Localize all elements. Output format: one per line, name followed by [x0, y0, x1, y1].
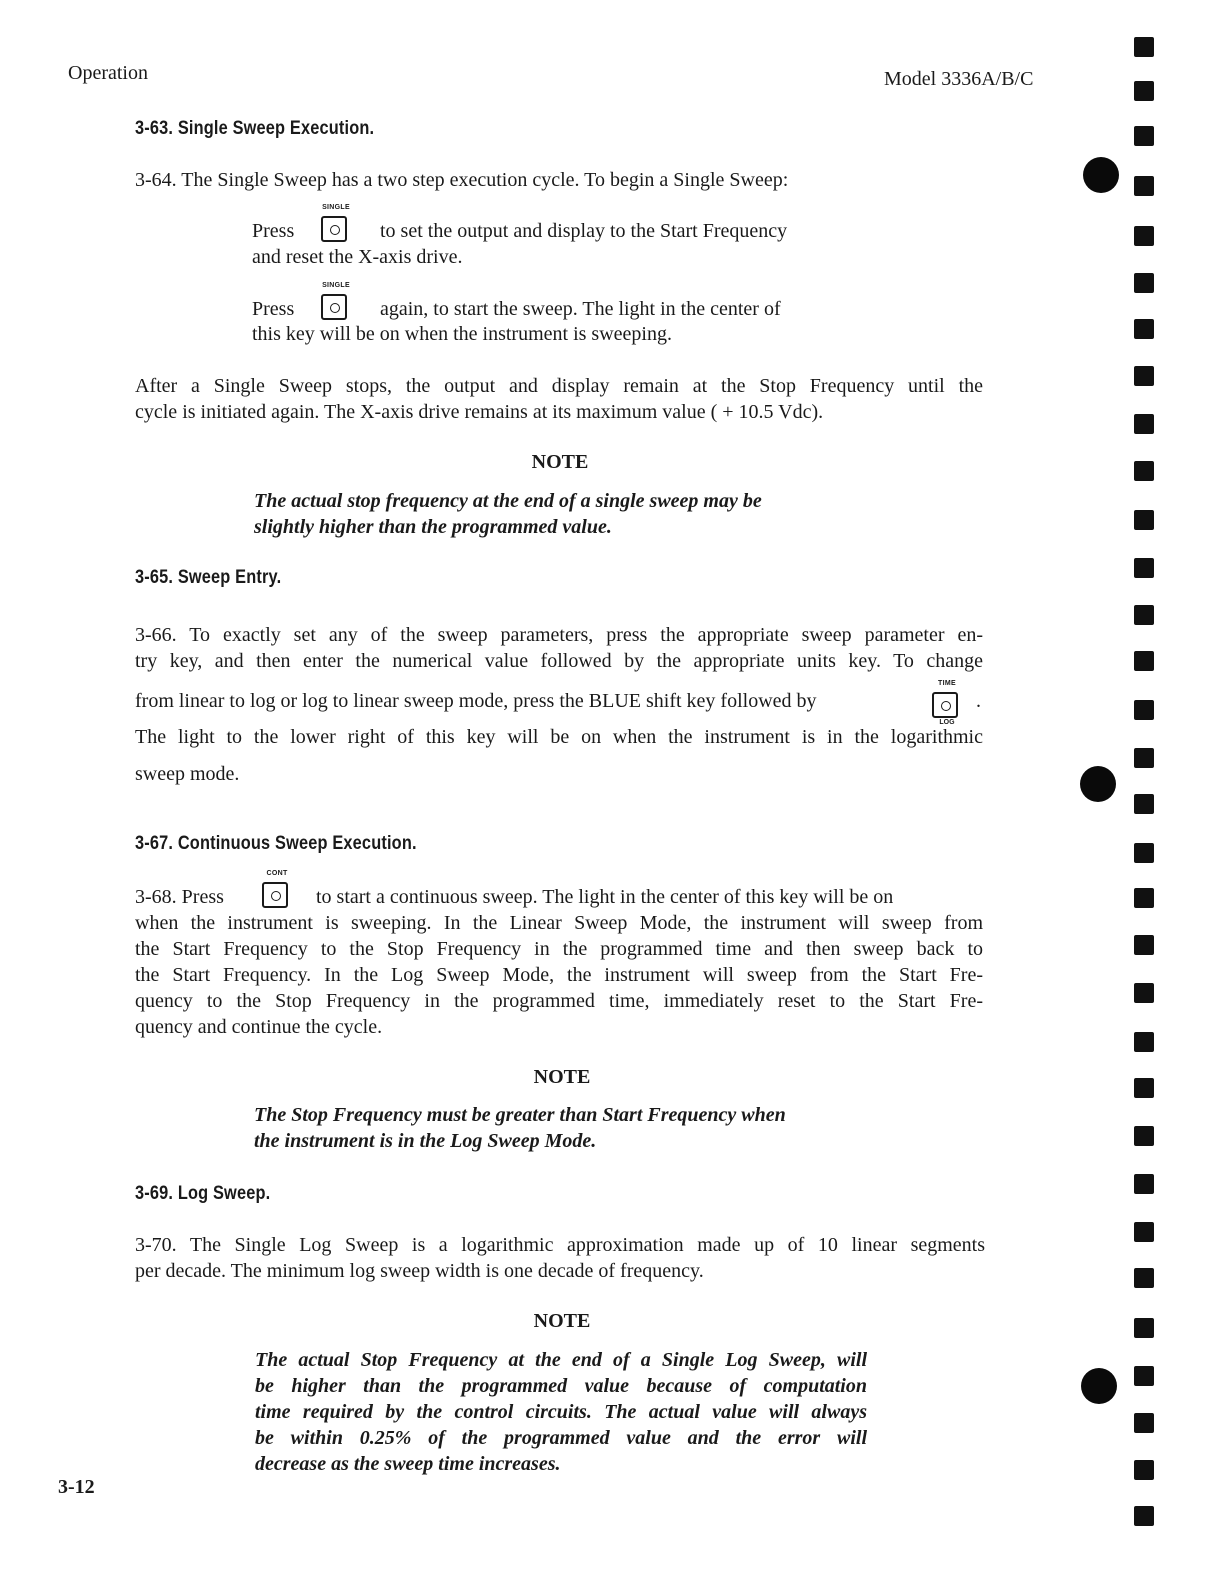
p66-line4: The light to the lower right of this key will be on when the instrument is in the logarithmic	[135, 726, 983, 748]
thumb-tab	[1134, 176, 1154, 196]
cont-key-icon	[262, 870, 288, 908]
key-light-icon	[330, 303, 340, 313]
note2-line2: the instrument is in the Log Sweep Mode.	[254, 1130, 597, 1152]
time-log-key-icon	[932, 680, 958, 726]
section-heading-3-69: 3-69. Log Sweep.	[135, 1183, 271, 1204]
thumb-tab	[1134, 226, 1154, 246]
thumb-tab	[1134, 794, 1154, 814]
section-heading-3-67: 3-67. Continuous Sweep Execution.	[135, 833, 417, 854]
single-key-caption: SINGLE	[322, 204, 350, 211]
thumb-tab	[1134, 1222, 1154, 1242]
thumb-tab	[1134, 81, 1154, 101]
p68-line5: quency to the Stop Frequency in the programmed time, immediately reset to the Start Fre-	[135, 990, 983, 1012]
log-key-caption: LOG	[939, 719, 955, 726]
time-log-key	[932, 680, 958, 726]
thumb-tab	[1134, 1126, 1154, 1146]
p68-line1-a: 3-68. Press	[135, 886, 224, 908]
thumb-tab	[1134, 37, 1154, 57]
key-light-icon	[271, 891, 281, 901]
thumb-tab	[1134, 1032, 1154, 1052]
single-key	[321, 204, 350, 242]
step1-line2: and reset the X-axis drive.	[252, 246, 463, 268]
thumb-tab	[1134, 319, 1154, 339]
step2-line1: again, to start the sweep. The light in the center of	[380, 298, 781, 320]
p68-line4: the Start Frequency. In the Log Sweep Mode, the instrument will sweep from the Start Fre-	[135, 964, 983, 986]
thumb-tab	[1134, 651, 1154, 671]
thumb-tab	[1134, 366, 1154, 386]
thumb-tab	[1134, 273, 1154, 293]
p66-line5: sweep mode.	[135, 763, 240, 785]
p68-line2: when the instrument is sweeping. In the Linear Sweep Mode, the instrument will sweep from	[135, 912, 983, 934]
p66-line1: 3-66. To exactly set any of the sweep parameters, press the appropriate sweep parameter en-	[135, 624, 983, 646]
thumb-tab	[1134, 1174, 1154, 1194]
thumb-tab	[1134, 843, 1154, 863]
single-key-2	[321, 282, 350, 320]
p68-line6: quency and continue the cycle.	[135, 1016, 383, 1038]
note3-line3: time required by the control circuits. The actual value will always	[255, 1401, 867, 1423]
after-line1: After a Single Sweep stops, the output and display remain at the Stop Frequency until the	[135, 375, 983, 397]
step1-press: Press	[252, 220, 295, 242]
note2-line1: The Stop Frequency must be greater than Start Frequency when	[254, 1104, 786, 1126]
p66-line3: from linear to log or log to linear sweep mode, press the BLUE shift key followed by	[135, 690, 817, 712]
note1-line2: slightly higher than the programmed value.	[254, 516, 612, 538]
binding-hole	[1083, 157, 1119, 193]
single-key-caption: SINGLE	[322, 282, 350, 289]
thumb-tab	[1134, 888, 1154, 908]
p70-line1: 3-70. The Single Log Sweep is a logarithmic approximation made up of 10 linear segments	[135, 1234, 985, 1256]
note-heading: NOTE	[531, 451, 589, 473]
time-key-caption: TIME	[938, 680, 956, 687]
single-key-icon	[321, 282, 350, 320]
binding-hole	[1080, 766, 1116, 802]
note3-line4: be within 0.25% of the programmed value and the error will	[255, 1427, 867, 1449]
step1-line1: to set the output and display to the Start Frequency	[380, 220, 788, 242]
note3-line5: decrease as the sweep time increases.	[255, 1453, 561, 1475]
note-heading: NOTE	[533, 1066, 591, 1088]
note3-line1: The actual Stop Frequency at the end of a Single Log Sweep, will	[255, 1349, 867, 1371]
step2-line2: this key will be on when the instrument is sweeping.	[252, 323, 672, 345]
thumb-tab	[1134, 1506, 1154, 1526]
binding-hole	[1081, 1368, 1117, 1404]
p66-line3-end: .	[976, 690, 981, 712]
section-heading-3-63: 3-63. Single Sweep Execution.	[135, 118, 375, 139]
note-heading: NOTE	[533, 1310, 591, 1332]
thumb-tab	[1134, 700, 1154, 720]
note1-line1: The actual stop frequency at the end of a single sweep may be	[254, 490, 762, 512]
p68-line1-b: to start a continuous sweep. The light in the center of this key will be on	[316, 886, 894, 908]
thumb-tab	[1134, 983, 1154, 1003]
thumb-tab	[1134, 1460, 1154, 1480]
after-line2: cycle is initiated again. The X-axis drive remains at its maximum value ( + 10.5 Vdc).	[135, 401, 824, 423]
step2-press: Press	[252, 298, 295, 320]
cont-key	[262, 870, 288, 908]
thumb-tab	[1134, 1318, 1154, 1338]
p68-line3: the Start Frequency to the Stop Frequency in the programmed time and then sweep back to	[135, 938, 983, 960]
key-light-icon	[941, 701, 951, 711]
cont-key-caption: CONT	[266, 870, 288, 877]
thumb-tab	[1134, 748, 1154, 768]
section-heading-3-65: 3-65. Sweep Entry.	[135, 567, 282, 588]
page-number: 3-12	[58, 1476, 95, 1498]
thumb-tab	[1134, 1268, 1154, 1288]
thumb-tab	[1134, 461, 1154, 481]
thumb-tab	[1134, 1413, 1154, 1433]
thumb-tab	[1134, 414, 1154, 434]
p66-line2: try key, and then enter the numerical value followed by the appropriate units key. To change	[135, 650, 983, 672]
thumb-tab	[1134, 1078, 1154, 1098]
paragraph-3-64-intro: 3-64. The Single Sweep has a two step execution cycle. To begin a Single Sweep:	[135, 169, 789, 191]
thumb-tab	[1134, 605, 1154, 625]
single-key-icon	[321, 204, 350, 242]
thumb-tab	[1134, 510, 1154, 530]
p70-line2: per decade. The minimum log sweep width is one decade of frequency.	[135, 1260, 704, 1282]
note3-line2: be higher than the programmed value because of computation	[255, 1375, 867, 1397]
thumb-tab	[1134, 1366, 1154, 1386]
thumb-tab	[1134, 558, 1154, 578]
thumb-tab	[1134, 126, 1154, 146]
running-header-right: Model 3336A/B/C	[884, 68, 1034, 90]
thumb-tab	[1134, 935, 1154, 955]
running-header-left: Operation	[68, 62, 148, 84]
key-light-icon	[330, 225, 340, 235]
